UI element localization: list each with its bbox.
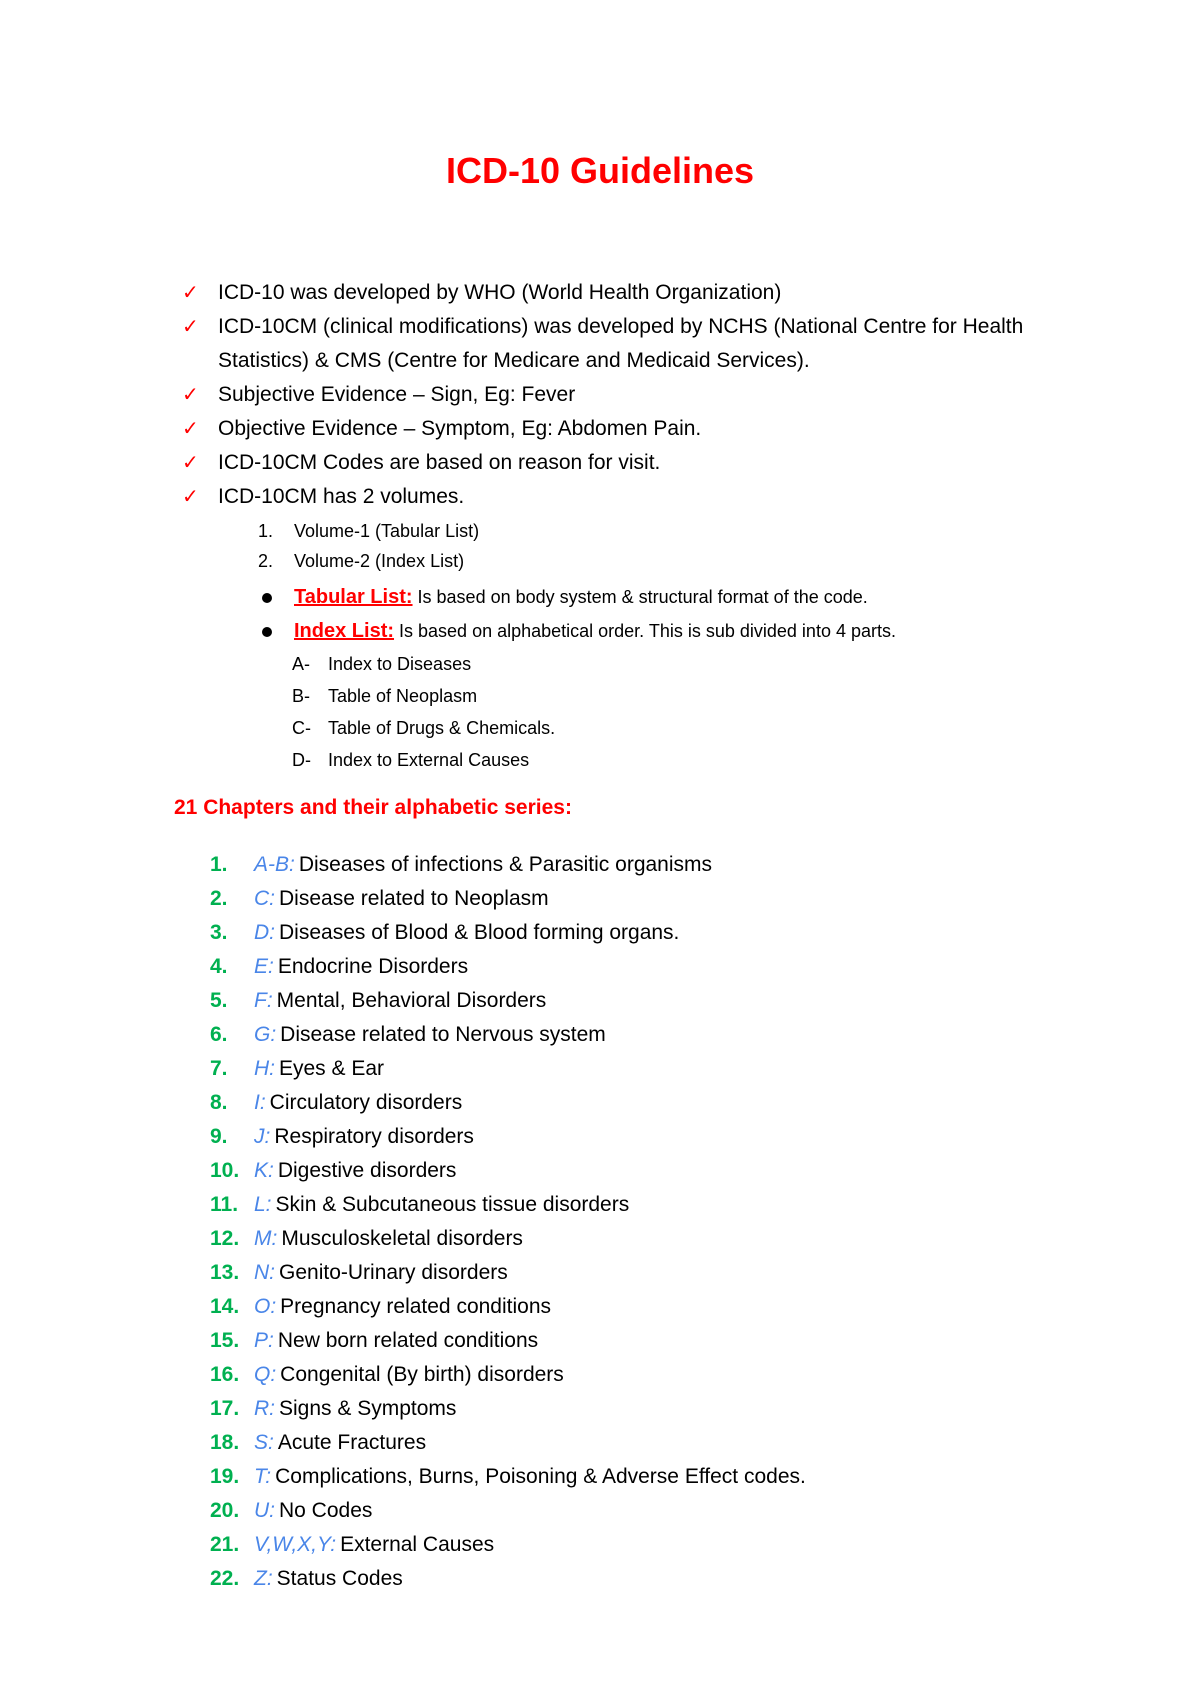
chapter-letters: N: (254, 1261, 275, 1284)
list-item (258, 614, 1078, 648)
chapter-item (210, 1290, 806, 1324)
chapter-text: Eyes & Ear (279, 1057, 385, 1080)
chapter-item (210, 1188, 806, 1222)
chapter-letters: T: (254, 1465, 272, 1488)
chapter-item (210, 848, 806, 882)
chapter-text: Status Codes (276, 1567, 403, 1590)
list-item (182, 378, 1082, 412)
chapter-letters: C: (254, 887, 275, 910)
chapter-list (210, 848, 806, 1596)
volume-text: Volume-2 (Index List) (294, 551, 465, 571)
chapter-item (210, 1562, 806, 1596)
list-item (292, 712, 555, 744)
definition-text: Is based on body system & structural format of the code. (412, 587, 868, 607)
chapter-number: 8. (210, 1091, 228, 1114)
bullet-icon (262, 627, 272, 637)
page-title: ICD-10 Guidelines (445, 150, 755, 191)
chapter-number: 4. (210, 955, 228, 978)
chapter-item (210, 1528, 806, 1562)
chapter-number: 21. (210, 1533, 240, 1556)
checklist (182, 276, 1082, 514)
chapter-number: 14. (210, 1295, 240, 1318)
chapter-text: Diseases of infections & Parasitic organisms (298, 853, 713, 876)
chapter-number: 11. (210, 1193, 239, 1216)
chapter-number: 16. (210, 1363, 240, 1386)
chapter-number: 2. (210, 887, 228, 910)
definition-term: Tabular List: (294, 586, 413, 608)
checklist-text: ICD-10CM Codes are based on reason for visit. (218, 451, 661, 474)
chapter-item (210, 1494, 806, 1528)
chapter-letters: R: (254, 1397, 275, 1420)
chapter-item (210, 1460, 806, 1494)
list-item (258, 516, 1078, 546)
chapter-letters: L: (254, 1193, 272, 1216)
chapter-letters: S: (254, 1431, 274, 1454)
bullet-icon (262, 593, 272, 603)
chapter-text: Endocrine Disorders (277, 955, 469, 978)
chapter-letters: J: (254, 1125, 271, 1148)
chapter-number: 18. (210, 1431, 240, 1454)
chapter-item (210, 1324, 806, 1358)
chapter-text: Skin & Subcutaneous tissue disorders (275, 1193, 630, 1216)
checklist-text: Objective Evidence – Symptom, Eg: Abdomen Pain. (218, 417, 702, 440)
chapter-number: 12. (210, 1227, 240, 1250)
chapter-item (210, 984, 806, 1018)
part-letter: D- (292, 750, 311, 770)
checklist-text: ICD-10 was developed by WHO (World Health Organization) (218, 281, 782, 304)
chapter-item (210, 1426, 806, 1460)
chapter-item (210, 1392, 806, 1426)
chapter-text: Pregnancy related conditions (280, 1295, 552, 1318)
volume-number: 2. (258, 551, 274, 571)
volume-list (258, 516, 1078, 576)
chapter-item (210, 1154, 806, 1188)
checkmark-icon: ✓ (182, 486, 199, 508)
list-item (292, 648, 555, 680)
chapter-item (210, 1018, 806, 1052)
chapter-text: Acute Fractures (277, 1431, 427, 1454)
chapter-letters: M: (254, 1227, 278, 1250)
chapter-text: Complications, Burns, Poisoning & Adverse Effect codes. (275, 1465, 806, 1488)
chapter-letters: Z: (254, 1567, 273, 1590)
chapter-letters: H: (254, 1057, 275, 1080)
chapter-letters: V,W,X,Y: (254, 1533, 337, 1556)
chapter-text: Disease related to Nervous system (280, 1023, 606, 1046)
list-item (292, 744, 555, 776)
part-text: Index to Diseases (328, 654, 472, 674)
checkmark-icon: ✓ (182, 282, 199, 304)
chapter-letters: Q: (254, 1363, 277, 1386)
chapter-letters: I: (254, 1091, 266, 1114)
chapter-letters: O: (254, 1295, 277, 1318)
chapter-number: 7. (210, 1057, 228, 1080)
chapter-text: No Codes (279, 1499, 373, 1522)
checkmark-icon: ✓ (182, 418, 199, 440)
list-item (292, 680, 555, 712)
chapter-text: Congenital (By birth) disorders (280, 1363, 564, 1386)
chapter-letters: K: (254, 1159, 274, 1182)
volume-number: 1. (258, 521, 274, 541)
checklist-text: Subjective Evidence – Sign, Eg: Fever (218, 383, 576, 406)
chapter-text: Musculoskeletal disorders (281, 1227, 523, 1250)
chapter-number: 17. (210, 1397, 240, 1420)
chapter-text: Mental, Behavioral Disorders (276, 989, 547, 1012)
part-letter: B- (292, 686, 310, 706)
list-item (182, 412, 1082, 446)
chapter-letters: G: (254, 1023, 277, 1046)
definition-text: Is based on alphabetical order. This is sub divided into 4 parts. (394, 621, 896, 641)
checkmark-icon: ✓ (182, 452, 199, 474)
chapter-text: Signs & Symptoms (279, 1397, 457, 1420)
chapter-number: 15. (210, 1329, 240, 1352)
chapter-text: Digestive disorders (277, 1159, 457, 1182)
chapter-item (210, 1052, 806, 1086)
chapter-item (210, 950, 806, 984)
part-letter: C- (292, 718, 311, 738)
definition-term: Index List: (294, 620, 395, 642)
chapter-item (210, 1120, 806, 1154)
chapter-item (210, 1256, 806, 1290)
chapter-text: Respiratory disorders (274, 1125, 474, 1148)
chapter-text: Genito-Urinary disorders (279, 1261, 508, 1284)
chapter-number: 3. (210, 921, 228, 944)
chapter-text: Diseases of Blood & Blood forming organs. (279, 921, 680, 944)
chapter-item (210, 916, 806, 950)
chapter-letters: E: (254, 955, 274, 978)
part-letter: A- (292, 654, 310, 674)
part-text: Table of Drugs & Chemicals. (328, 718, 556, 738)
chapter-text: New born related conditions (277, 1329, 539, 1352)
chapter-letters: D: (254, 921, 275, 944)
checklist-text: ICD-10CM (clinical modifications) was developed by NCHS (National Centre for Health Statistics) & CMS (Centre for Medicare and Medicaid Services). (218, 315, 1024, 372)
chapter-number: 10. (210, 1159, 240, 1182)
list-item (258, 580, 1078, 614)
chapter-letters: P: (254, 1329, 274, 1352)
checklist-text: ICD-10CM has 2 volumes. (218, 485, 465, 508)
chapter-text: External Causes (340, 1533, 495, 1556)
definition-list (258, 580, 1078, 648)
chapter-text: Disease related to Neoplasm (279, 887, 549, 910)
chapter-number: 5. (210, 989, 228, 1012)
chapter-number: 19. (210, 1465, 240, 1488)
chapter-item (210, 882, 806, 916)
part-text: Table of Neoplasm (328, 686, 478, 706)
chapter-number: 9. (210, 1125, 228, 1148)
list-item (182, 446, 1082, 480)
index-parts-list (292, 648, 555, 776)
chapter-letters: U: (254, 1499, 275, 1522)
list-item (182, 310, 1082, 378)
chapter-letters: F: (254, 989, 273, 1012)
section-heading: 21 Chapters and their alphabetic series: (174, 796, 572, 819)
chapter-text: Circulatory disorders (269, 1091, 463, 1114)
chapter-item (210, 1222, 806, 1256)
chapter-item (210, 1358, 806, 1392)
checkmark-icon: ✓ (182, 316, 199, 338)
chapter-number: 6. (210, 1023, 228, 1046)
list-item (258, 546, 1078, 576)
part-text: Index to External Causes (328, 750, 530, 770)
chapter-number: 13. (210, 1261, 240, 1284)
chapter-number: 1. (210, 853, 228, 876)
chapter-number: 22. (210, 1567, 240, 1590)
volume-text: Volume-1 (Tabular List) (294, 521, 480, 541)
chapter-item (210, 1086, 806, 1120)
list-item (182, 480, 1082, 514)
chapter-letters: A-B: (254, 853, 295, 876)
list-item (182, 276, 1082, 310)
checkmark-icon: ✓ (182, 384, 199, 406)
chapter-number: 20. (210, 1499, 240, 1522)
